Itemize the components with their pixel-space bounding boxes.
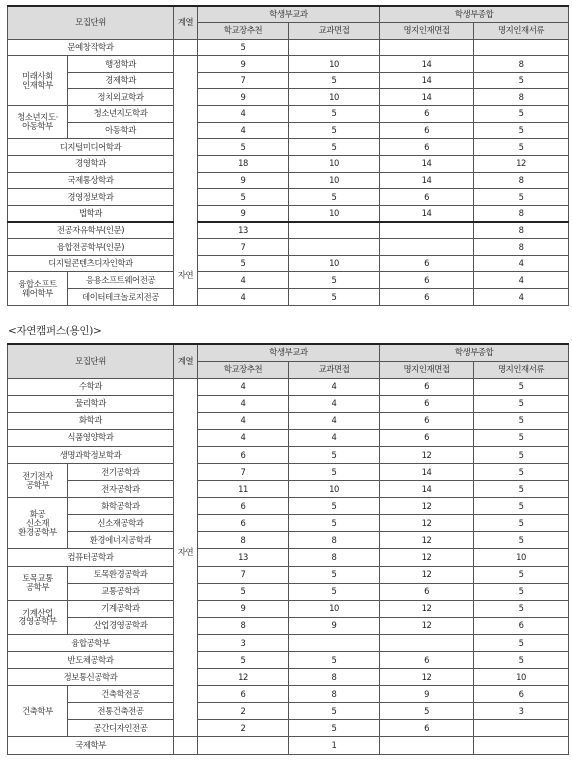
quota-value: 5 bbox=[289, 703, 380, 720]
table-row bbox=[8, 515, 569, 532]
quota-value: 6 bbox=[380, 720, 474, 737]
quota-value: 13 bbox=[198, 549, 289, 566]
quota-value: 4 bbox=[198, 289, 289, 306]
quota-value: 5 bbox=[198, 652, 289, 669]
table-row bbox=[8, 122, 569, 139]
quota-value: 14 bbox=[380, 481, 474, 498]
table-row bbox=[8, 395, 569, 412]
table-row bbox=[8, 172, 569, 189]
department-name: 경영정보학과 bbox=[8, 189, 174, 206]
quota-value: 3 bbox=[198, 634, 289, 651]
table-row bbox=[8, 189, 569, 206]
quota-value: 14 bbox=[380, 155, 474, 172]
department-name: 화학과 bbox=[8, 412, 174, 429]
quota-value: 5 bbox=[289, 446, 380, 463]
quota-value: 8 bbox=[474, 56, 569, 73]
quota-value: 9 bbox=[198, 600, 289, 617]
track-cell bbox=[174, 39, 198, 56]
quota-value: 9 bbox=[289, 617, 380, 634]
table-row bbox=[8, 39, 569, 56]
quota-value: 12 bbox=[380, 600, 474, 617]
quota-value bbox=[474, 720, 569, 737]
quota-value: 2 bbox=[198, 720, 289, 737]
quota-value: 5 bbox=[289, 720, 380, 737]
quota-value: 6 bbox=[380, 139, 474, 156]
header-col-1: 학교장추천 bbox=[198, 361, 289, 378]
quota-value: 12 bbox=[198, 669, 289, 686]
department-name: 화학공학과 bbox=[68, 498, 174, 515]
quota-value: 5 bbox=[289, 72, 380, 89]
header-group-subject: 학생부교과 bbox=[198, 6, 380, 22]
seoul-campus-quota-table bbox=[7, 5, 569, 306]
quota-value: 14 bbox=[380, 89, 474, 106]
table-row bbox=[8, 155, 569, 172]
header-track: 계열 bbox=[174, 344, 198, 378]
department-name: 디지털콘텐츠디자인학과 bbox=[8, 255, 174, 272]
track-label: 자연 bbox=[177, 269, 194, 280]
quota-value: 5 bbox=[474, 395, 569, 412]
header-col-1: 학교장추천 bbox=[198, 22, 289, 39]
quota-value: 6 bbox=[380, 189, 474, 206]
department-name: 컴퓨터공학과 bbox=[8, 549, 174, 566]
quota-value: 9 bbox=[198, 172, 289, 189]
track-cell bbox=[174, 56, 198, 306]
quota-value: 3 bbox=[474, 703, 569, 720]
quota-value: 10 bbox=[289, 481, 380, 498]
division-name: 기계산업 경영공학부 bbox=[8, 600, 68, 634]
quota-value: 12 bbox=[474, 155, 569, 172]
quota-value: 8 bbox=[198, 617, 289, 634]
header-col-4: 명지인재서류 bbox=[474, 361, 569, 378]
department-name: 정치외교학과 bbox=[68, 89, 174, 106]
quota-value: 2 bbox=[198, 703, 289, 720]
quota-value bbox=[198, 737, 289, 754]
header-unit: 모집단위 bbox=[8, 6, 174, 39]
quota-value: 4 bbox=[474, 272, 569, 289]
quota-value: 11 bbox=[198, 481, 289, 498]
quota-value: 5 bbox=[198, 189, 289, 206]
quota-value: 5 bbox=[289, 122, 380, 139]
quota-value: 10 bbox=[474, 669, 569, 686]
quota-value: 5 bbox=[474, 600, 569, 617]
quota-value: 7 bbox=[198, 566, 289, 583]
department-name: 응용소프트웨어전공 bbox=[68, 272, 174, 289]
quota-value: 12 bbox=[380, 566, 474, 583]
table-row bbox=[8, 289, 569, 306]
department-name: 융합전공학부(인문) bbox=[8, 239, 174, 256]
header-group-subject: 학생부교과 bbox=[198, 344, 380, 361]
quota-value: 8 bbox=[474, 222, 569, 239]
table-row bbox=[8, 463, 569, 480]
table-row bbox=[8, 412, 569, 429]
department-name: 문예창작학과 bbox=[8, 39, 174, 56]
table-row bbox=[8, 566, 569, 583]
table-row bbox=[8, 600, 569, 617]
table-row bbox=[8, 239, 569, 256]
quota-value bbox=[289, 634, 380, 651]
table-row bbox=[8, 652, 569, 669]
quota-value: 5 bbox=[198, 255, 289, 272]
department-name: 건축학전공 bbox=[68, 686, 174, 703]
quota-value: 14 bbox=[380, 72, 474, 89]
department-name: 국제통상학과 bbox=[8, 172, 174, 189]
quota-value: 8 bbox=[474, 172, 569, 189]
quota-value: 5 bbox=[474, 463, 569, 480]
header-col-2: 교과면접 bbox=[289, 22, 380, 39]
department-name: 청소년지도학과 bbox=[68, 106, 174, 123]
quota-value: 5 bbox=[474, 566, 569, 583]
table-row bbox=[8, 272, 569, 289]
table-row bbox=[8, 255, 569, 272]
department-name: 물리학과 bbox=[8, 395, 174, 412]
quota-value: 5 bbox=[289, 463, 380, 480]
table-row bbox=[8, 446, 569, 463]
quota-value: 10 bbox=[289, 89, 380, 106]
department-name: 국제학부 bbox=[8, 737, 174, 754]
table-row bbox=[8, 222, 569, 239]
header-col-4: 명지인재서류 bbox=[474, 22, 569, 39]
quota-value: 12 bbox=[380, 515, 474, 532]
quota-value: 4 bbox=[474, 255, 569, 272]
quota-value: 10 bbox=[289, 56, 380, 73]
table-row bbox=[8, 583, 569, 600]
quota-value bbox=[380, 222, 474, 239]
quota-value: 5 bbox=[474, 139, 569, 156]
quota-value: 6 bbox=[198, 498, 289, 515]
quota-value: 5 bbox=[474, 652, 569, 669]
quota-value: 4 bbox=[289, 412, 380, 429]
quota-value: 5 bbox=[474, 72, 569, 89]
quota-value: 5 bbox=[289, 106, 380, 123]
table-row bbox=[8, 139, 569, 156]
quota-value: 4 bbox=[289, 395, 380, 412]
quota-value: 10 bbox=[289, 205, 380, 222]
table-row bbox=[8, 89, 569, 106]
quota-value: 14 bbox=[380, 172, 474, 189]
quota-value: 5 bbox=[474, 515, 569, 532]
department-name: 경제학과 bbox=[68, 72, 174, 89]
quota-value: 10 bbox=[289, 255, 380, 272]
quota-value: 12 bbox=[380, 669, 474, 686]
quota-value: 8 bbox=[289, 532, 380, 549]
department-name: 공간디자인전공 bbox=[68, 720, 174, 737]
quota-value: 6 bbox=[380, 395, 474, 412]
quota-value: 4 bbox=[289, 378, 380, 395]
quota-value: 6 bbox=[198, 686, 289, 703]
department-name: 디지털미디어학과 bbox=[8, 139, 174, 156]
table-row bbox=[8, 549, 569, 566]
quota-value: 9 bbox=[198, 89, 289, 106]
table-row bbox=[8, 617, 569, 634]
quota-value bbox=[289, 239, 380, 256]
division-name: 화공 신소재 환경공학부 bbox=[8, 498, 68, 549]
division-name: 미래사회 인재학부 bbox=[8, 56, 68, 106]
quota-value: 6 bbox=[380, 106, 474, 123]
quota-value: 1 bbox=[289, 737, 380, 754]
department-name: 정보통신공학과 bbox=[8, 669, 174, 686]
quota-value: 5 bbox=[474, 412, 569, 429]
table-row bbox=[8, 378, 569, 395]
quota-value bbox=[474, 737, 569, 754]
quota-value: 9 bbox=[198, 56, 289, 73]
table-row bbox=[8, 106, 569, 123]
quota-value: 6 bbox=[380, 378, 474, 395]
quota-value: 4 bbox=[198, 272, 289, 289]
table-row bbox=[8, 703, 569, 720]
quota-value: 6 bbox=[380, 122, 474, 139]
quota-value: 6 bbox=[380, 429, 474, 446]
quota-value: 5 bbox=[474, 429, 569, 446]
track-label: 자연 bbox=[177, 546, 194, 557]
quota-value: 4 bbox=[198, 412, 289, 429]
quota-value: 6 bbox=[380, 255, 474, 272]
table-row bbox=[8, 720, 569, 737]
department-name: 기계공학과 bbox=[68, 600, 174, 617]
department-name: 전자공학과 bbox=[68, 481, 174, 498]
quota-value: 6 bbox=[380, 412, 474, 429]
header-group-comprehensive: 학생부종합 bbox=[380, 6, 569, 22]
quota-value: 5 bbox=[289, 189, 380, 206]
division-name: 융합소프트 웨어학부 bbox=[8, 272, 68, 305]
department-name: 융합공학부 bbox=[8, 634, 174, 651]
division-name: 토목교통 공학부 bbox=[8, 566, 68, 600]
department-name: 아동학과 bbox=[68, 122, 174, 139]
track-cell bbox=[174, 378, 198, 737]
quota-value bbox=[289, 222, 380, 239]
quota-value: 12 bbox=[380, 498, 474, 515]
quota-value: 7 bbox=[198, 463, 289, 480]
quota-value: 5 bbox=[474, 532, 569, 549]
quota-value: 6 bbox=[380, 272, 474, 289]
department-name: 토목환경공학과 bbox=[68, 566, 174, 583]
department-name: 데이터테크놀로지전공 bbox=[68, 289, 174, 306]
quota-value: 5 bbox=[474, 446, 569, 463]
department-name: 전기공학과 bbox=[68, 463, 174, 480]
department-name: 경영학과 bbox=[8, 155, 174, 172]
division-name: 청소년지도· 아동학부 bbox=[8, 106, 68, 139]
yongin-campus-quota-table bbox=[7, 343, 569, 755]
quota-value: 5 bbox=[198, 39, 289, 56]
quota-value: 4 bbox=[198, 429, 289, 446]
quota-value: 7 bbox=[198, 72, 289, 89]
quota-value: 9 bbox=[380, 686, 474, 703]
quota-value: 6 bbox=[380, 289, 474, 306]
header-col-3: 명지인재면접 bbox=[380, 361, 474, 378]
quota-value: 4 bbox=[198, 122, 289, 139]
quota-value: 5 bbox=[474, 122, 569, 139]
quota-value: 13 bbox=[198, 222, 289, 239]
table-row bbox=[8, 481, 569, 498]
quota-value bbox=[380, 239, 474, 256]
quota-value: 10 bbox=[289, 600, 380, 617]
quota-value: 8 bbox=[289, 549, 380, 566]
department-name: 교통공학과 bbox=[68, 583, 174, 600]
quota-value: 4 bbox=[198, 378, 289, 395]
quota-value: 8 bbox=[474, 89, 569, 106]
quota-value: 9 bbox=[198, 205, 289, 222]
quota-value: 18 bbox=[198, 155, 289, 172]
quota-value bbox=[380, 634, 474, 651]
table-row bbox=[8, 532, 569, 549]
quota-value: 5 bbox=[474, 583, 569, 600]
quota-value: 5 bbox=[289, 289, 380, 306]
department-name: 생명과학정보학과 bbox=[8, 446, 174, 463]
quota-value: 4 bbox=[474, 289, 569, 306]
quota-value: 8 bbox=[198, 532, 289, 549]
quota-value bbox=[380, 737, 474, 754]
header-group-comprehensive: 학생부종합 bbox=[380, 344, 569, 361]
quota-value: 6 bbox=[380, 652, 474, 669]
header-col-3: 명지인재면접 bbox=[380, 22, 474, 39]
table-row bbox=[8, 686, 569, 703]
quota-value: 12 bbox=[380, 549, 474, 566]
table-row bbox=[8, 56, 569, 73]
table-row bbox=[8, 72, 569, 89]
department-name: 수학과 bbox=[8, 378, 174, 395]
quota-value: 8 bbox=[474, 239, 569, 256]
quota-value: 6 bbox=[198, 515, 289, 532]
department-name: 전통건축전공 bbox=[68, 703, 174, 720]
quota-value bbox=[289, 39, 380, 56]
quota-value: 5 bbox=[289, 139, 380, 156]
department-name: 식품영양학과 bbox=[8, 429, 174, 446]
quota-value: 10 bbox=[289, 155, 380, 172]
header-track: 계열 bbox=[174, 6, 198, 39]
department-name: 반도체공학과 bbox=[8, 652, 174, 669]
table-row bbox=[8, 737, 569, 754]
table-row bbox=[8, 634, 569, 651]
quota-value: 14 bbox=[380, 56, 474, 73]
quota-value: 4 bbox=[198, 106, 289, 123]
quota-value: 10 bbox=[474, 549, 569, 566]
quota-value: 5 bbox=[289, 652, 380, 669]
quota-value: 14 bbox=[380, 463, 474, 480]
quota-value: 5 bbox=[289, 566, 380, 583]
quota-value: 5 bbox=[474, 481, 569, 498]
quota-value: 4 bbox=[289, 429, 380, 446]
header-col-2: 교과면접 bbox=[289, 361, 380, 378]
table-row bbox=[8, 205, 569, 222]
track-cell bbox=[174, 737, 198, 754]
quota-value: 5 bbox=[289, 272, 380, 289]
quota-value: 5 bbox=[474, 378, 569, 395]
quota-value: 12 bbox=[380, 617, 474, 634]
quota-value bbox=[474, 39, 569, 56]
quota-value: 5 bbox=[380, 703, 474, 720]
department-name: 법학과 bbox=[8, 205, 174, 222]
quota-value: 6 bbox=[380, 583, 474, 600]
quota-value bbox=[380, 39, 474, 56]
department-name: 신소재공학과 bbox=[68, 515, 174, 532]
department-name: 산업경영공학과 bbox=[68, 617, 174, 634]
quota-value: 5 bbox=[474, 634, 569, 651]
table-row bbox=[8, 429, 569, 446]
quota-value: 5 bbox=[474, 106, 569, 123]
division-name: 전기전자 공학부 bbox=[8, 463, 68, 497]
quota-value: 5 bbox=[198, 583, 289, 600]
quota-value: 7 bbox=[198, 239, 289, 256]
header-unit: 모집단위 bbox=[8, 344, 174, 378]
quota-value: 4 bbox=[198, 395, 289, 412]
quota-value: 5 bbox=[198, 139, 289, 156]
quota-value: 8 bbox=[474, 205, 569, 222]
quota-value: 5 bbox=[474, 189, 569, 206]
division-name: 건축학부 bbox=[8, 686, 68, 737]
quota-value: 8 bbox=[289, 669, 380, 686]
quota-value: 5 bbox=[289, 498, 380, 515]
quota-value: 14 bbox=[380, 205, 474, 222]
quota-value: 10 bbox=[289, 172, 380, 189]
quota-value: 5 bbox=[289, 583, 380, 600]
quota-value: 8 bbox=[289, 686, 380, 703]
quota-value: 5 bbox=[474, 498, 569, 515]
department-name: 행정학과 bbox=[68, 56, 174, 73]
quota-value: 12 bbox=[380, 446, 474, 463]
table-row bbox=[8, 669, 569, 686]
department-name: 환경에너지공학과 bbox=[68, 532, 174, 549]
quota-value: 12 bbox=[380, 532, 474, 549]
table-row bbox=[8, 498, 569, 515]
yongin-campus-caption: <자연캠퍼스(용인)> bbox=[8, 325, 102, 337]
quota-value: 5 bbox=[289, 515, 380, 532]
quota-value: 6 bbox=[474, 617, 569, 634]
department-name: 전공자유학부(인문) bbox=[8, 222, 174, 239]
quota-value: 6 bbox=[198, 446, 289, 463]
quota-value: 6 bbox=[474, 686, 569, 703]
